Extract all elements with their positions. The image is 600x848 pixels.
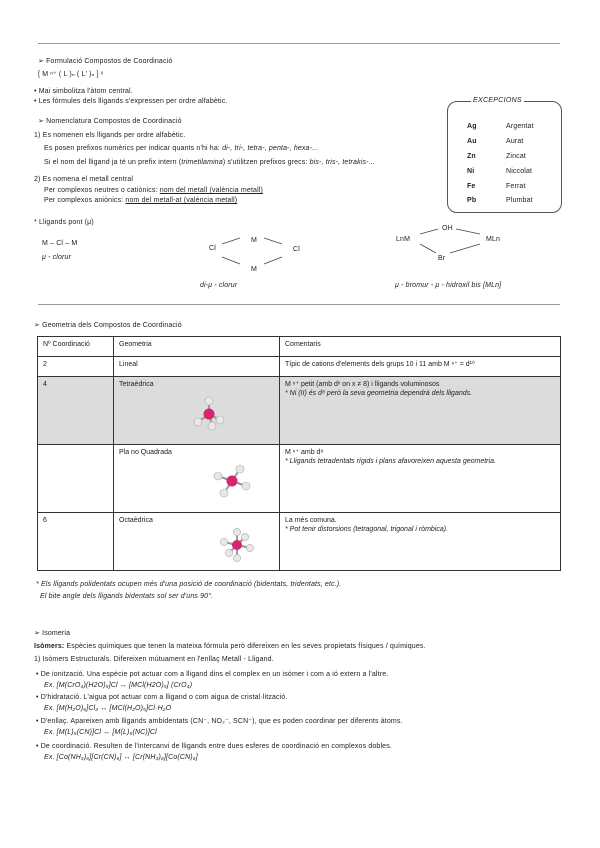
exception-symbol: Ag bbox=[467, 123, 477, 130]
formula: [ M ⁿ⁺ ( L )ₙ ( L' )ₙ ] ˣ bbox=[38, 71, 104, 78]
isomer-example: Ex. [M(H₂O)₆]Cl₃ ↔ [MCl(H₂O)₅]Cl·H₂O bbox=[44, 705, 172, 712]
diagram-caption: di-μ - clorur bbox=[200, 282, 238, 289]
isomeria-heading: ➢ Isomeria bbox=[34, 630, 71, 637]
comment-note: * Pot tenir distorsions (tetragonal, trigonal i ròmbica). bbox=[285, 526, 449, 533]
isomer-example: Ex. [M(CrO₄)(H2O)₅]Cl ↔ [MCl(H2O)₅] (CrO₄) bbox=[44, 682, 193, 689]
geometry-name: Octaèdrica bbox=[119, 517, 153, 524]
nomenclatura-heading: ➢ Nomenclatura Compostos de Coordinació bbox=[38, 118, 182, 125]
comment-line: M ⁿ⁺ petit (amb dˣ on x ≠ 8) i lligands voluminosos bbox=[285, 381, 440, 388]
isomer-type: • D'hidratació. L'aigua pot actuar com a lligand o com aigua de cristal·lització. bbox=[36, 694, 288, 701]
table-row bbox=[38, 357, 561, 377]
rule-1a: Es posen prefixos numèrics per indicar quants n'hi ha: di-, tri-, tetra-, penta-, hexa-... bbox=[44, 145, 319, 152]
exception-name: Plumbat bbox=[506, 197, 533, 204]
exceptions-box bbox=[447, 101, 562, 213]
table-cell bbox=[114, 513, 280, 571]
table-cell: Típic de cations d'elements dels grups 10 i 11 amb M ⁿ⁺ = d¹⁰ bbox=[280, 357, 561, 377]
formulacio-heading: ➢ Formulació Compostos de Coordinació bbox=[38, 58, 173, 65]
comment-line: La més comuna. bbox=[285, 517, 337, 524]
isomer-subsection: 1) Isòmers Estructurals. Difereixen mútuament en l'enllaç Metall - Lligand. bbox=[34, 656, 274, 663]
pont-example-name: μ - clorur bbox=[42, 254, 72, 261]
isomer-example: Ex. [M(L)₅(CN)]Cl ↔ [M(L)₅(NC)]Cl bbox=[44, 729, 157, 736]
diagram-atom: M bbox=[251, 237, 257, 244]
exception-symbol: Au bbox=[467, 138, 477, 145]
diagram-atom: LnM bbox=[396, 236, 411, 243]
octahedral-molecule-icon bbox=[119, 525, 259, 567]
table-footnote: El bite angle dels lligands bidentats sol ser d'uns 90°. bbox=[40, 593, 214, 600]
divider bbox=[38, 304, 560, 305]
rule-2b: Per complexos aniònics: nom del metall-at (valència metall) bbox=[44, 197, 238, 204]
table-header-row bbox=[38, 337, 561, 357]
table-header: Comentaris bbox=[280, 337, 561, 357]
exception-name: Zincat bbox=[506, 153, 526, 160]
table-cell: 2 bbox=[38, 357, 114, 377]
table-cell: 6 bbox=[38, 513, 114, 571]
tetrahedral-molecule-icon bbox=[119, 389, 259, 439]
pont-example: M – Cl – M bbox=[42, 240, 78, 247]
exception-symbol: Fe bbox=[467, 183, 476, 190]
bullet-item: • Les fòrmules dels lligands s'expressen per ordre alfabètic. bbox=[34, 98, 228, 105]
exception-symbol: Pb bbox=[467, 197, 477, 204]
exception-name: Ferrat bbox=[506, 183, 526, 190]
bridge-bonds-diagram bbox=[200, 230, 310, 275]
exceptions-title: EXCEPCIONS bbox=[473, 97, 522, 104]
table-cell: 4 bbox=[38, 377, 114, 445]
diagram-caption: μ - bromur - μ - hidroxil bis [MLn] bbox=[395, 282, 502, 289]
diagram-atom: OH bbox=[442, 225, 453, 232]
table-cell bbox=[38, 445, 114, 513]
diagram-atom: Cl bbox=[209, 245, 216, 252]
exception-name: Aurat bbox=[506, 138, 524, 145]
isomer-definition: Isòmers: Espècies químiques que tenen la mateixa fórmula però difereixen en les seves propietats físiques / químiques. bbox=[34, 643, 426, 650]
isomer-type: • D'enllaç. Apareixen amb lligands ambidentats (CN⁻, NO₂⁻, SCN⁻), que es poden coordinar per diferents àtoms. bbox=[36, 718, 403, 725]
table-row bbox=[38, 377, 561, 445]
exception-name: Niccolat bbox=[506, 168, 533, 175]
exception-name: Argentat bbox=[506, 123, 534, 130]
geometry-name: Pla no Quadrada bbox=[119, 449, 172, 456]
table-cell bbox=[280, 445, 561, 513]
exception-symbol: Ni bbox=[467, 168, 475, 175]
table-cell bbox=[280, 513, 561, 571]
table-footnote: * Els lligands polidentats ocupen més d'una posició de coordinació (bidentats, tridentats, etc.). bbox=[36, 581, 342, 588]
geometria-heading: ➢ Geometria dels Compostos de Coordinació bbox=[34, 322, 182, 329]
table-header: Nº Coordinació bbox=[38, 337, 114, 357]
divider bbox=[38, 43, 560, 44]
table-row bbox=[38, 513, 561, 571]
comment-note: * Ni (II) és d⁸ però la seva geometria dependrà dels lligands. bbox=[285, 390, 473, 397]
bridge-bonds-diagram bbox=[400, 220, 500, 270]
pont-heading: * Lligands pont (μ) bbox=[34, 219, 94, 226]
table-cell bbox=[280, 377, 561, 445]
diagram-atom: Cl bbox=[293, 246, 300, 253]
diagram-atom: Br bbox=[438, 255, 446, 262]
table-header: Geometria bbox=[114, 337, 280, 357]
isomer-type: • De coordinació. Resulten de l'intercanvi de lligands entre dues esferes de coordinació en complexos dobles. bbox=[36, 743, 392, 750]
comment-line: M ⁿ⁺ amb d⁸ bbox=[285, 449, 324, 456]
rule-1: 1) Es nomenen els lligands per ordre alfabètic. bbox=[34, 132, 186, 139]
diagram-atom: M bbox=[251, 266, 257, 273]
table-row bbox=[38, 445, 561, 513]
table-cell: Lineal bbox=[114, 357, 280, 377]
geometry-table bbox=[37, 336, 561, 571]
exception-symbol: Zn bbox=[467, 153, 476, 160]
table-cell bbox=[114, 377, 280, 445]
comment-note: * Lligands tetradentats rígids i plans afavoreixen aquesta geometria. bbox=[285, 458, 496, 465]
rule-2: 2) Es nomena el metall central bbox=[34, 176, 134, 183]
isomer-example: Ex. [Co(NH₃)₆][Cr(CN)₆] ↔ [Cr(NH₃)₆][Co(CN)₆] bbox=[44, 754, 198, 761]
geometry-name: Tetraèdrica bbox=[119, 381, 154, 388]
table-cell bbox=[114, 445, 280, 513]
bullet-item: • Mai simbolitza l'àtom central. bbox=[34, 88, 133, 95]
rule-2a: Per complexos neutres o catiònics: nom del metall (valència metall) bbox=[44, 187, 263, 194]
diagram-atom: MLn bbox=[486, 236, 501, 243]
isomer-type: • De ionització. Una espècie pot actuar com a lligand dins el complex en un isòmer i com a ió extern a l'altre. bbox=[36, 671, 389, 678]
rule-1b: Si el nom del lligand ja té un prefix intern (trimetilamina) s'utilitzen prefixos grecs: bis-, tris-, tetrakis-... bbox=[44, 159, 375, 166]
square-planar-molecule-icon bbox=[119, 457, 259, 507]
